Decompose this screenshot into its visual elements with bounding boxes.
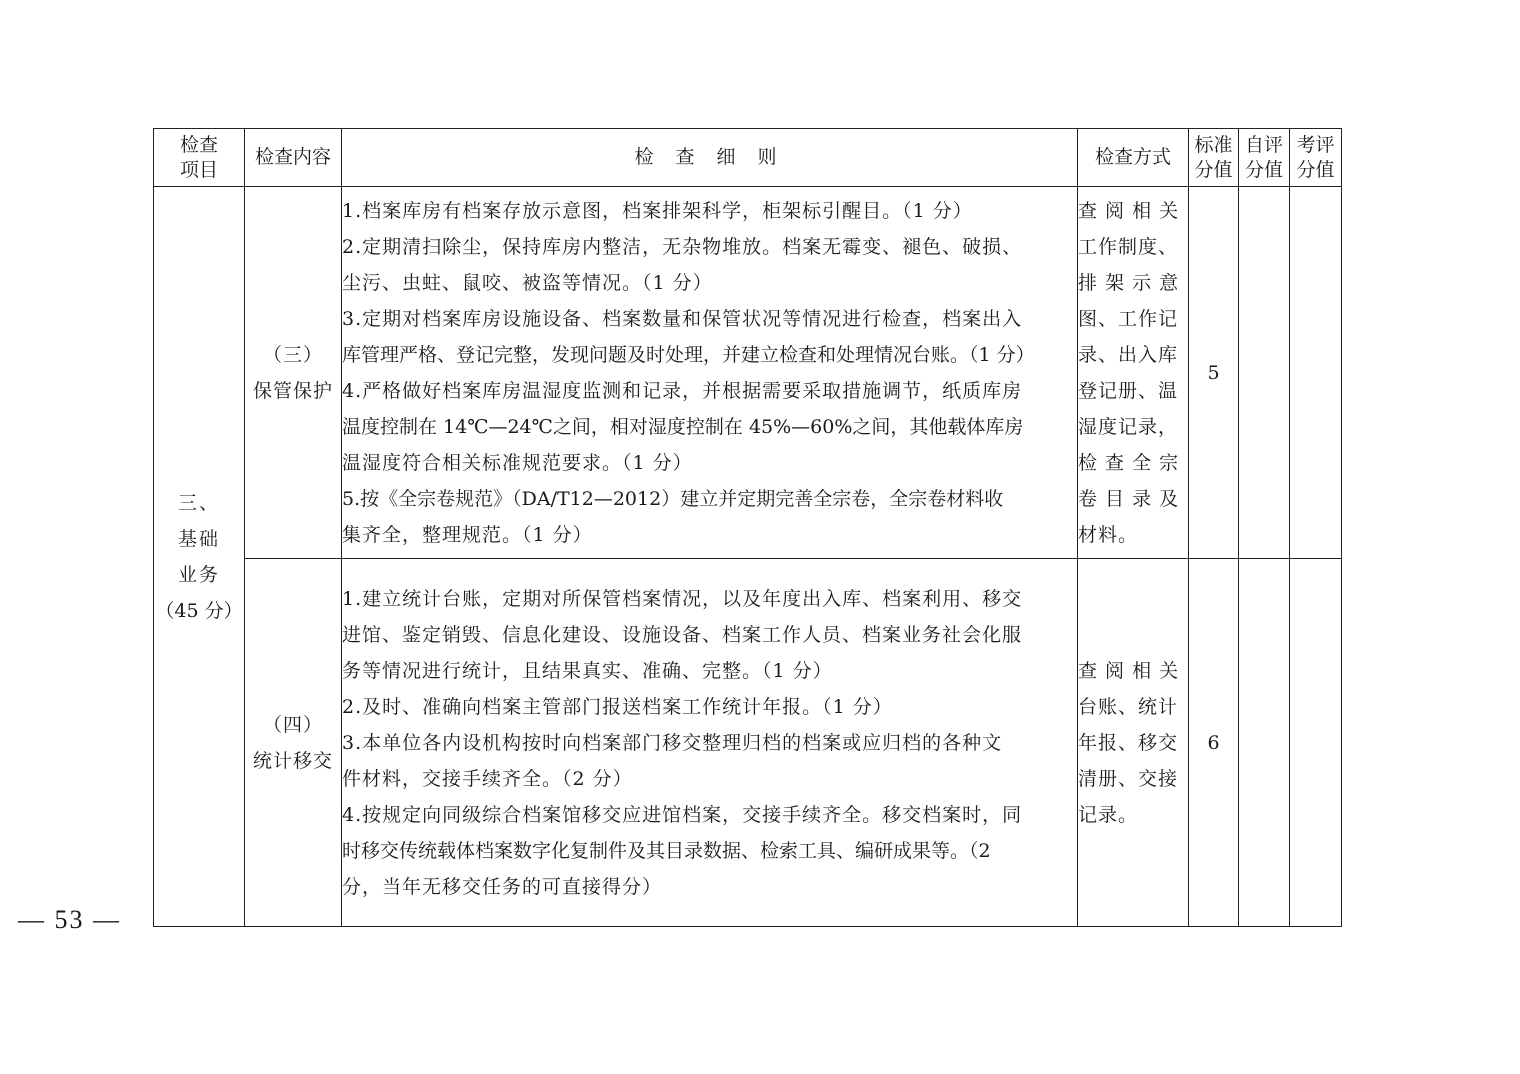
self-score	[1239, 187, 1290, 559]
header-item-line2: 项目	[179, 158, 218, 181]
detail-line: 尘污、虫蛀、鼠咬、被盗等情况。（1 分）	[342, 271, 713, 294]
header-item-line1: 检查	[179, 133, 218, 156]
detail-line: 3.本单位各内设机构按时向档案部门移交整理归档的档案或应归档的各种文	[342, 731, 1003, 754]
table-row	[154, 559, 1342, 927]
detail-line: 3.定期对档案库房设施设备、档案数量和保管状况等情况进行检查，档案出入	[342, 307, 1023, 330]
category-line: 业务	[177, 563, 220, 586]
header-review-score	[1290, 129, 1342, 187]
method-line: 清册、交接	[1078, 767, 1179, 790]
detail-line: 集齐全，整理规范。（1 分）	[342, 523, 593, 546]
header-detail: 检 查 细 则	[342, 129, 1078, 187]
method-line: 查 阅 相 关	[1078, 199, 1180, 222]
inspection-table	[153, 128, 1342, 927]
method-line: 工作制度、	[1078, 235, 1179, 258]
category-line: 基础	[177, 527, 220, 550]
content-number: （三）	[262, 343, 323, 366]
detail-line: 温度控制在 14℃—24℃之间，相对湿度控制在 45%—60%之间，其他载体库房	[342, 415, 1024, 438]
header-method: 检查方式	[1078, 129, 1189, 187]
header-standard-line1: 标准	[1194, 133, 1233, 156]
standard-score: 6	[1189, 559, 1239, 927]
method-cell	[1078, 559, 1189, 927]
content-title: 统计移交	[252, 749, 333, 772]
method-line: 登记册、温	[1078, 379, 1179, 402]
detail-line: 务等情况进行统计，且结果真实、准确、完整。（1 分）	[342, 659, 833, 682]
detail-line: 1.建立统计台账，定期对所保管档案情况，以及年度出入库、档案利用、移交	[342, 587, 1023, 610]
method-line: 检 查 全 宗	[1078, 451, 1180, 474]
header-self-line1: 自评	[1244, 133, 1283, 156]
header-self-line2: 分值	[1244, 158, 1283, 181]
header-self-score	[1239, 129, 1290, 187]
detail-line: 2.及时、准确向档案主管部门报送档案工作统计年报。（1 分）	[342, 695, 893, 718]
detail-cell	[342, 187, 1078, 559]
content-cell	[245, 559, 342, 927]
content-title: 保管保护	[252, 379, 333, 402]
content-number: （四）	[262, 713, 323, 736]
header-standard-score	[1189, 129, 1239, 187]
method-line: 记录。	[1078, 803, 1139, 826]
category-line: （45 分）	[155, 599, 243, 622]
detail-line: 库管理严格、登记完整，发现问题及时处理，并建立检查和处理情况台账。（1 分）	[342, 343, 1035, 366]
header-item	[154, 129, 245, 187]
detail-line: 分，当年无移交任务的可直接得分）	[342, 875, 663, 898]
detail-line: 2.定期清扫除尘，保持库房内整洁，无杂物堆放。档案无霉变、褪色、破损、	[342, 235, 1023, 258]
page-number: — 53 —	[18, 905, 121, 934]
method-line: 台账、统计	[1078, 695, 1179, 718]
content-cell	[245, 187, 342, 559]
header-review-line2: 分值	[1296, 158, 1335, 181]
standard-score: 5	[1189, 187, 1239, 559]
detail-line: 4.按规定向同级综合档案馆移交应进馆档案，交接手续齐全。移交档案时，同	[342, 803, 1023, 826]
review-score	[1290, 187, 1342, 559]
review-score	[1290, 559, 1342, 927]
self-score	[1239, 559, 1290, 927]
detail-line: 1.档案库房有档案存放示意图，档案排架科学，柜架标引醒目。（1 分）	[342, 199, 973, 222]
detail-line: 5.按《全宗卷规范》（DA/T12—2012）建立并定期完善全宗卷，全宗卷材料收	[342, 487, 1004, 510]
method-line: 录、出入库	[1078, 343, 1179, 366]
detail-line: 进馆、鉴定销毁、信息化建设、设施设备、档案工作人员、档案业务社会化服	[342, 623, 1023, 646]
table-row	[154, 187, 1342, 559]
method-line: 排 架 示 意	[1078, 271, 1180, 294]
method-line: 年报、移交	[1078, 731, 1179, 754]
detail-line: 件材料，交接手续齐全。（2 分）	[342, 767, 633, 790]
category-cell	[154, 187, 245, 927]
detail-cell	[342, 559, 1078, 927]
category-line: 三、	[177, 491, 220, 514]
detail-line: 温湿度符合相关标准规范要求。（1 分）	[342, 451, 693, 474]
header-review-line1: 考评	[1296, 133, 1335, 156]
header-content: 检查内容	[245, 129, 342, 187]
method-line: 图、工作记	[1078, 307, 1179, 330]
method-line: 湿度记录，	[1078, 415, 1179, 438]
method-cell	[1078, 187, 1189, 559]
method-line: 查 阅 相 关	[1078, 659, 1180, 682]
method-line: 材料。	[1078, 523, 1139, 546]
detail-line: 时移交传统载体档案数字化复制件及其目录数据、检索工具、编研成果等。（2	[342, 839, 991, 862]
header-row	[154, 129, 1342, 187]
detail-line: 4.严格做好档案库房温湿度监测和记录，并根据需要采取措施调节，纸质库房	[342, 379, 1023, 402]
method-line: 卷 目 录 及	[1078, 487, 1180, 510]
header-standard-line2: 分值	[1194, 158, 1233, 181]
